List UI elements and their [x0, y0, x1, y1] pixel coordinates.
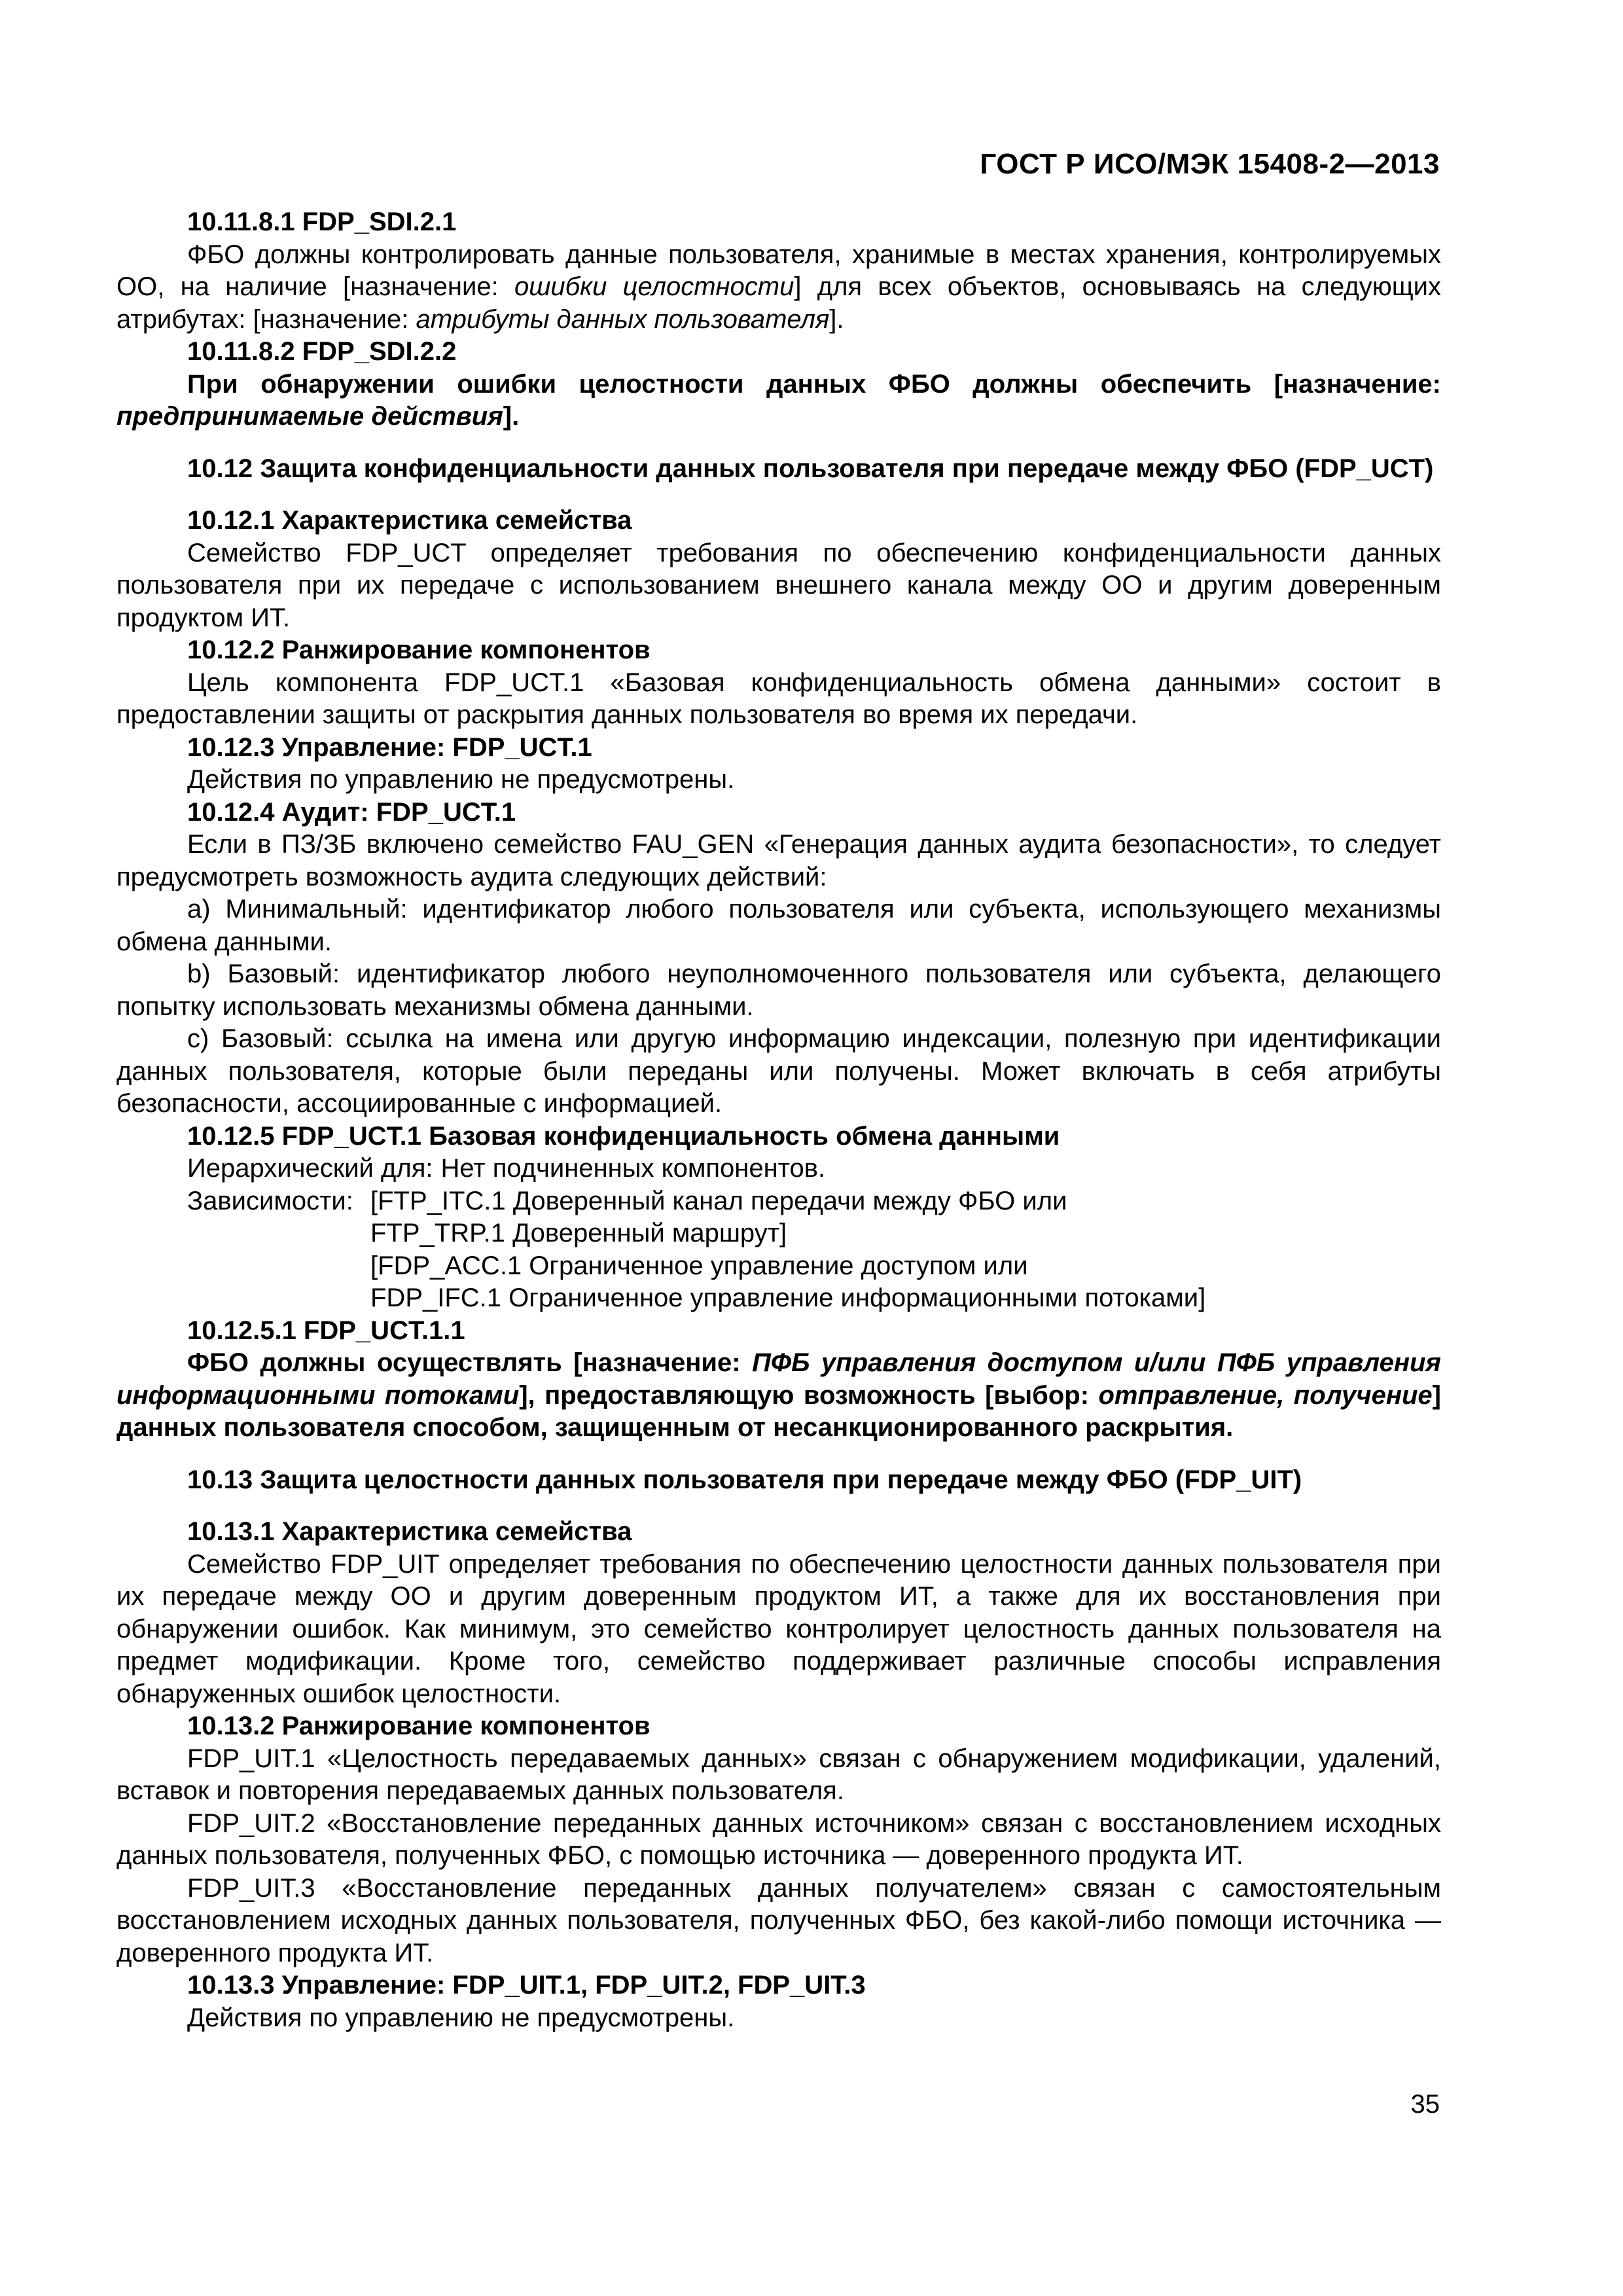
heading-10-12-4: 10.12.4 Аудит: FDP_UCT.1 — [187, 797, 516, 827]
dependency-item: FTP_TRP.1 Доверенный маршрут] — [370, 1219, 787, 1247]
heading-10-12-3: 10.12.3 Управление: FDP_UCT.1 — [187, 732, 592, 762]
dependency-item: [FTP_ITC.1 Доверенный канал передачи между ФБО или — [370, 1186, 1067, 1215]
heading-10-13-3: 10.13.3 Управление: FDP_UIT.1, FDP_UIT.2, FDP_UIT.3 — [187, 1971, 866, 2000]
list-item-a: a) Минимальный: идентификатор любого пользователя или субъекта, использующего механизмы обмена данными. — [116, 895, 1441, 956]
hierarchy-row — [187, 1153, 1441, 1185]
dependencies-label: Зависимости: — [187, 1186, 353, 1215]
page-number: 35 — [1410, 2090, 1440, 2119]
paragraph: ФБО должны контролировать данные пользователя, хранимые в местах хранения, контролируемых ОО, на наличие [назначение: ошибки целостности] для всех объектов, основываясь на следующих атрибутах: [назначение: атрибуты данных пользователя]. — [116, 240, 1441, 334]
heading-10-12-1: 10.12.1 Характеристика семейства — [187, 506, 632, 535]
heading-10-11-8-1: 10.11.8.1 FDP_SDI.2.1 — [187, 207, 457, 236]
paragraph: Если в ПЗ/ЗБ включено семейство FAU_GEN «Генерация данных аудита безопасности», то следует предусмотреть возможность аудита следующих действий: — [116, 830, 1441, 891]
list-item-c: c) Базовый: ссылка на имена или другую информацию индексации, полезную при идентификации данных пользователя, которые были переданы или получены. Может включать в себя атрибуты безопасности, ассоциированные с информацией. — [116, 1024, 1441, 1118]
dependency-item: [FDP_ACC.1 Ограниченное управление доступом или — [370, 1251, 1028, 1280]
hierarchy-label: Иерархический для: — [187, 1154, 433, 1183]
heading-10-13-1: 10.13.1 Характеристика семейства — [187, 1517, 632, 1546]
paragraph: Цель компонента FDP_UCT.1 «Базовая конфиденциальность обмена данными» состоит в предоставлении защиты от раскрытия данных пользователя во время их передачи. — [116, 668, 1441, 729]
paragraph: Семейство FDP_UIT определяет требования по обеспечению целостности данных пользователя при их передаче между ОО и другим доверенным продуктом ИТ, а также для их восстановления при обнаружении ошибок. Как минимум, это семейство контролирует целостность данных пользователя на предмет модификации. Кроме того, семейство поддерживает различные способы исправления обнаруженных ошибок целостности. — [116, 1549, 1441, 1708]
paragraph: Действия по управлению не предусмотрены. — [187, 765, 735, 794]
list-item-b: b) Базовый: идентификатор любого неуполномоченного пользователя или субъекта, делающего попытку использовать механизмы обмена данными. — [116, 960, 1441, 1021]
dependency-item: FDP_IFC.1 Ограниченное управление информационными потоками] — [370, 1283, 1206, 1312]
paragraph-requirement: При обнаружении ошибки целостности данных ФБО должны обеспечить [назначение: предпринимаемые действия]. — [116, 369, 1441, 431]
heading-10-12-2: 10.12.2 Ранжирование компонентов — [187, 636, 651, 664]
dependencies-list — [370, 1185, 1205, 1315]
paragraph: Семейство FDP_UCT определяет требования по обеспечению конфиденциальности данных пользователя при их передаче с использованием внешнего канала между ОО и другим доверенным продуктом ИТ. — [116, 538, 1441, 632]
heading-10-12-5: 10.12.5 FDP_UCT.1 Базовая конфиденциальность обмена данными — [187, 1121, 1060, 1151]
paragraph: Действия по управлению не предусмотрены. — [187, 2003, 735, 2032]
section-heading-10-13: 10.13 Защита целостности данных пользователя при передаче между ФБО (FDP_UIT) — [187, 1465, 1302, 1494]
paragraph: FDP_UIT.2 «Восстановление переданных данных источником» связан с восстановлением исходных данных пользователя, полученных ФБО, с помощью источника — доверенного продукта ИТ. — [116, 1808, 1441, 1870]
document-header: ГОСТ Р ИСО/МЭК 15408-2—2013 — [980, 148, 1440, 180]
page-content — [116, 206, 1441, 2034]
heading-10-11-8-2: 10.11.8.2 FDP_SDI.2.2 — [187, 337, 457, 366]
paragraph: FDP_UIT.3 «Восстановление переданных данных получателем» связан с самостоятельным восстановлением исходных данных пользователя, полученных ФБО, без какой-либо помощи источника — доверенного продукта ИТ. — [116, 1873, 1441, 1967]
hierarchy-value: Нет подчиненных компонентов. — [440, 1154, 826, 1183]
paragraph-requirement: ФБО должны осуществлять [назначение: ПФБ управления доступом и/или ПФБ управления информационными потоками], предоставляющую возможность [выбор: отправление, получение] данных пользователя способом, защищенным от несанкционированного раскрытия. — [116, 1348, 1441, 1442]
component-dependencies — [116, 1153, 1441, 1315]
section-heading-10-12: 10.12 Защита конфиденциальности данных пользователя при передаче между ФБО (FDP_UCT) — [187, 454, 1434, 483]
heading-10-13-2: 10.13.2 Ранжирование компонентов — [187, 1712, 651, 1740]
paragraph: FDP_UIT.1 «Целостность передаваемых данных» связан с обнаружением модификации, удалений, вставок и повторения передаваемых данных пользователя. — [116, 1744, 1441, 1805]
heading-10-12-5-1: 10.12.5.1 FDP_UCT.1.1 — [187, 1316, 465, 1345]
dependencies-row — [187, 1185, 1441, 1315]
